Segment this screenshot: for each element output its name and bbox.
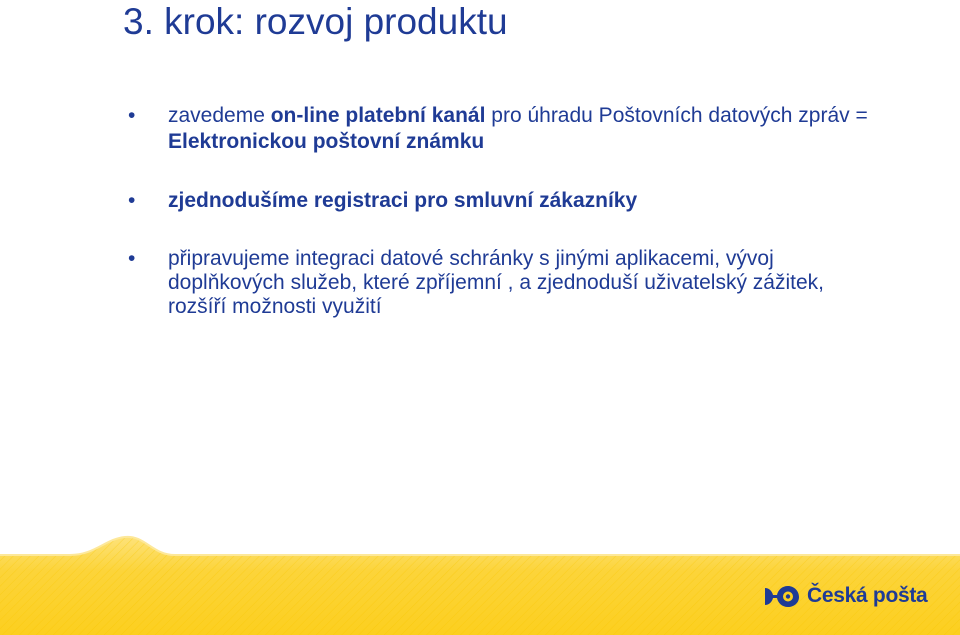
slide-title: 3. krok: rozvoj produktu (123, 1, 508, 42)
bullet-marker: • (128, 189, 136, 212)
post-horn-icon (763, 583, 801, 609)
bullet-integration (128, 247, 888, 319)
bullet-marker: • (128, 104, 136, 127)
ceska-posta-logo (763, 581, 927, 611)
bullet-registration (128, 188, 888, 214)
bullet-segment-bold: zjednodušíme registraci pro smluvní zákazníky (168, 189, 638, 212)
logo-text: Česká pošta (807, 584, 928, 607)
bullet-list (128, 103, 888, 319)
bullet-online-payment (128, 103, 888, 155)
bullet-text (168, 104, 868, 153)
bullet-marker: • (128, 247, 136, 270)
bullet-segment: pro úhradu Poštovních datových zpráv = (485, 104, 868, 127)
bullet-segment-bold: on-line platební kanál (270, 104, 486, 127)
bullet-segment: připravujeme integraci datové schránky s jinými aplikacemi, vývoj doplňkových služeb, které zpříjemní , a zjednoduší uživatelský zážitek, rozšíří možnosti využití (168, 247, 824, 318)
bullet-segment-bold: Elektronickou poštovní známku (168, 130, 485, 153)
bullet-segment: zavedeme (168, 104, 271, 127)
